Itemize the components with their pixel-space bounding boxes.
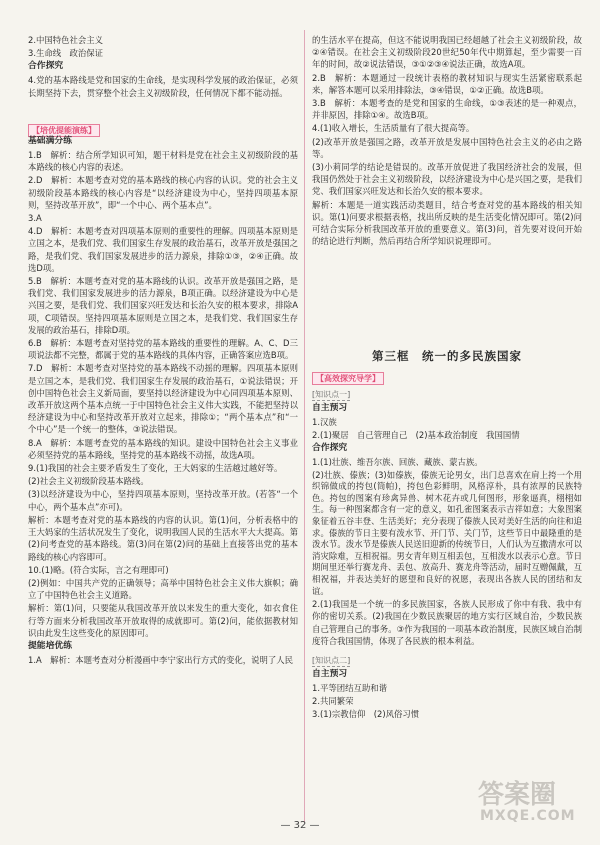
- answer-line: 9.(1)我国的社会主要矛盾发生了变化，王大妈家的生活越过越好等。: [28, 463, 283, 474]
- answer-line: 8.A 解析：本题考查党的基本路线的知识。建设中国特色社会主义事业必须坚持党的基本路线，坚持党的基本路线不动摇，故选A项。: [28, 437, 298, 460]
- answer-line: 2.B 解析：本题通过一段统计表格的教材知识与现实生活紧密联系起来，解答本题可以采用排除法，③④错误，①②正确。故选B项。: [312, 72, 582, 95]
- answer-line: 1.(1)壮族、维吾尔族、回族、藏族、蒙古族。: [312, 457, 483, 468]
- answer-line: 3.(1)宗教信仰 (2)风俗习惯: [312, 709, 420, 720]
- answer-line: 的生活水平在提高，但这不能说明我国已经超越了社会主义初级阶段，故②④错误。在社会主义初级阶段20世纪50年代中期算起，至少需要一百年的时间，故②说法错误，③①②③④说法正确，故选A项。: [312, 35, 582, 70]
- knowledge-point-label: [知识点一]: [312, 390, 351, 399]
- answer-line: 5.B 解析：本题考查对党的基本路线的认识。改革开放是强国之路，是我们党、我们国家发展进步的活力源泉，B项正确。以经济建设为中心是兴国之要，是我们党、我们国家兴旺发达和长治久安的根本要求，排除A项，C项错误。坚持四项基本原则是立国之本，是我们党、我们国家生存发展的政治基石，排除D项。: [28, 276, 298, 335]
- answer-line: (2)壮族、傣族；(3)如傣族，傣族无论男女，出门总喜欢在肩上挎一个用织锦做成的挎包(筒帕)，挎包色彩鲜明，风格淳朴，具有浓厚的民族特色。挎包的图案有珍禽异兽、树木花卉或几何图形，形象逼真，栩栩如生。每一种图案都含有一定的意义，如孔雀图案表示吉祥如意；大象图案象征着五谷丰登、生活美好；充分表现了傣族人民对美好生活的向往和追求。傣族的节日主要有泼水节、开门节、关门节，这些节日中最隆重的是泼水节。泼水节是傣族人民送旧迎新的传统节日，人们认为互撒清水可以消灾除难，互相祝福。男女青年则互相丢包，互相泼水以表示心意。节日期间里还举行赛龙舟、丢包、放高升、赛龙舟等活动，届时互赠佩戴，互相祝福，并表达美好的愿望和良好的祝愿，表现出各族人民的团结和友谊。: [312, 469, 582, 596]
- right-column: [312, 34, 582, 815]
- section-heading: 基础满分练: [28, 136, 72, 146]
- answer-line: 3.生命线 政治保证: [28, 48, 103, 59]
- answer-line: 1.汉族: [312, 417, 337, 427]
- answer-line: 2.中国特色社会主义: [28, 35, 103, 45]
- answer-line: (2)社会主义初级阶段基本路线。: [28, 476, 149, 487]
- answer-line: (3)小莉同学的结论是错误的。改革开放促进了我国经济社会的发展，但我国仍然处于社会主义初级阶段，以经济建设为中心是兴国之要，是我们党、我们国家兴旺发达和长治久安的根本要求。: [312, 162, 582, 197]
- section-heading: 提能培优练: [28, 640, 72, 651]
- answer-line: 1.B 解析：结合所学知识可知，题干材料是党在社会主义初级阶段的基本路线的核心内容的表述。: [28, 150, 298, 173]
- answer-line: 1.A 解析：本题考查对分析漫画中李宁家出行方式的变化，说明了人民: [28, 654, 293, 665]
- answer-line: 7.D 解析：本题考查对坚持党的基本路线不动摇的理解。四项基本原则是立国之本，是我们党、我们国家生存发展的政治基石，①说法错误；开创中国特色社会主义新局面，要坚持以经济建设为中心同四项基本原则、改革开放这两个基本点统一于中国特色社会主义伟大实践，不能把坚持以经济建设为中心和坚持改革开放对立起来，排除①；“两个基本点”和“一个中心”是一个统一的整体，③说法错误。: [28, 363, 298, 435]
- left-column: [28, 34, 298, 815]
- section-tag: 【高效探究导学】: [312, 372, 384, 385]
- answer-line: 1.平等团结互助和谐: [312, 682, 387, 693]
- section-heading: 合作探究: [312, 443, 348, 454]
- answer-line: 2.(1)我国是一个统一的多民族国家，各族人民形成了你中有我、我中有你的密切关系。(2)我国在少数民族聚居的地方实行区域自治，少数民族自己管理自己的事务。③作为我国的一项基本政治制度，民族区域自治制度符合我国国情，体现了各民族的根本利益。: [312, 599, 582, 646]
- section-title: 第三框 统一的多民族国家: [372, 349, 522, 363]
- section-tag: 【培优提能演练】: [28, 124, 100, 137]
- answer-line: 3.B 解析：本题考查的是党和国家的生命线，①③表述的是一种观点，并非原因，排除①④。故选B项。: [312, 98, 582, 121]
- page-number: — 32 —: [280, 820, 320, 831]
- answer-line: 4.D 解析：本题考查对四项基本原则的重要性的理解。四项基本原则是立国之本，是我们党、我们国家生存发展的政治基石，改革开放是强国之路，是我们党、我们国家发展进步的活力源泉，排除①③，②④正确。故选D项。: [28, 226, 298, 273]
- section-heading: 合作探究: [28, 61, 64, 72]
- answer-line: (2)改革开放是强国之路，改革开放是发展中国特色社会主义的必由之路等。: [312, 136, 582, 159]
- answer-line: 4.党的基本路线是党和国家的生命线，是实现科学发展的政治保证，必须长期坚持下去，贯穿整个社会主义初级阶段，任何情况下都不能动摇。: [28, 75, 298, 98]
- answer-line: 解析：本题是一道实践活动类题目，结合考查对党的基本路线的相关知识。第(1)问要求根据表格，找出所反映的是生活变化情况即可。第(2)问可结合实际分析我国改革开放的重要意义。第(3)问，首先要对设问开始的结论进行判断，然后再结合所学知识说理即可。: [312, 199, 582, 247]
- answer-line: (2)例如：中国共产党的正确领导；高举中国特色社会主义伟大旗帜；确立了中国特色社会主义道路。: [28, 577, 298, 601]
- section-heading: 自主预习: [312, 403, 348, 413]
- watermark-text: 答案圈: [478, 780, 557, 810]
- answer-line: 2.(1)聚居 自己管理自己 (2)基本政治制度 我国国情: [312, 430, 520, 441]
- knowledge-point-label: [知识点二]: [312, 655, 351, 665]
- answer-line: 解析：本题考查对党的基本路线的内容的认识。第(1)问，分析表格中的王大妈家的生活状况发生了变化，说明我国人民的生活水平大大提高。第(2)问考查党的基本路线。第(3)问在第(2)问的基础上直接答出党的基本路线的核心内容即可。: [28, 514, 298, 562]
- answer-line: 4.(1)收入增长，生活质量有了很大提高等。: [312, 123, 475, 134]
- watermark-logo: [478, 780, 578, 830]
- watermark-url: MXQE.COM: [480, 808, 576, 824]
- answer-line: (3)以经济建设为中心，坚持四项基本原则，坚持改革开放。(若答“一个中心，两个基本点”亦可)。: [28, 489, 298, 512]
- answer-line: 6.B 解析：本题考查对坚持党的基本路线的重要性的理解。A、C、D三项说法都不完整，都属于党的基本路线的具体内容，正确答案应选B项。: [28, 338, 298, 361]
- section-heading: 自主预习: [312, 668, 348, 679]
- answer-line: 3.A: [28, 213, 42, 224]
- answer-line: 2.D 解析：本题考查对党的基本路线的核心内容的认识。党的社会主义初级阶段基本路线的核心内容是“以经济建设为中心，坚持四项基本原则，坚持改革开放”，即“一个中心、两个基本点”。: [28, 175, 298, 210]
- answer-line: 10.(1)略。(符合实际，言之有理即可): [28, 564, 169, 575]
- answer-line: 解析：第(1)问，只要能从我国改革开放以来发生的重大变化，如衣食住行等方面来分析我国改革开放取得的成就即可。第(2)问，能依据教材知识由此发生这些变化的原因即可。: [28, 603, 298, 638]
- column-divider: [304, 30, 305, 822]
- answer-line: 2.共同繁荣: [312, 696, 354, 707]
